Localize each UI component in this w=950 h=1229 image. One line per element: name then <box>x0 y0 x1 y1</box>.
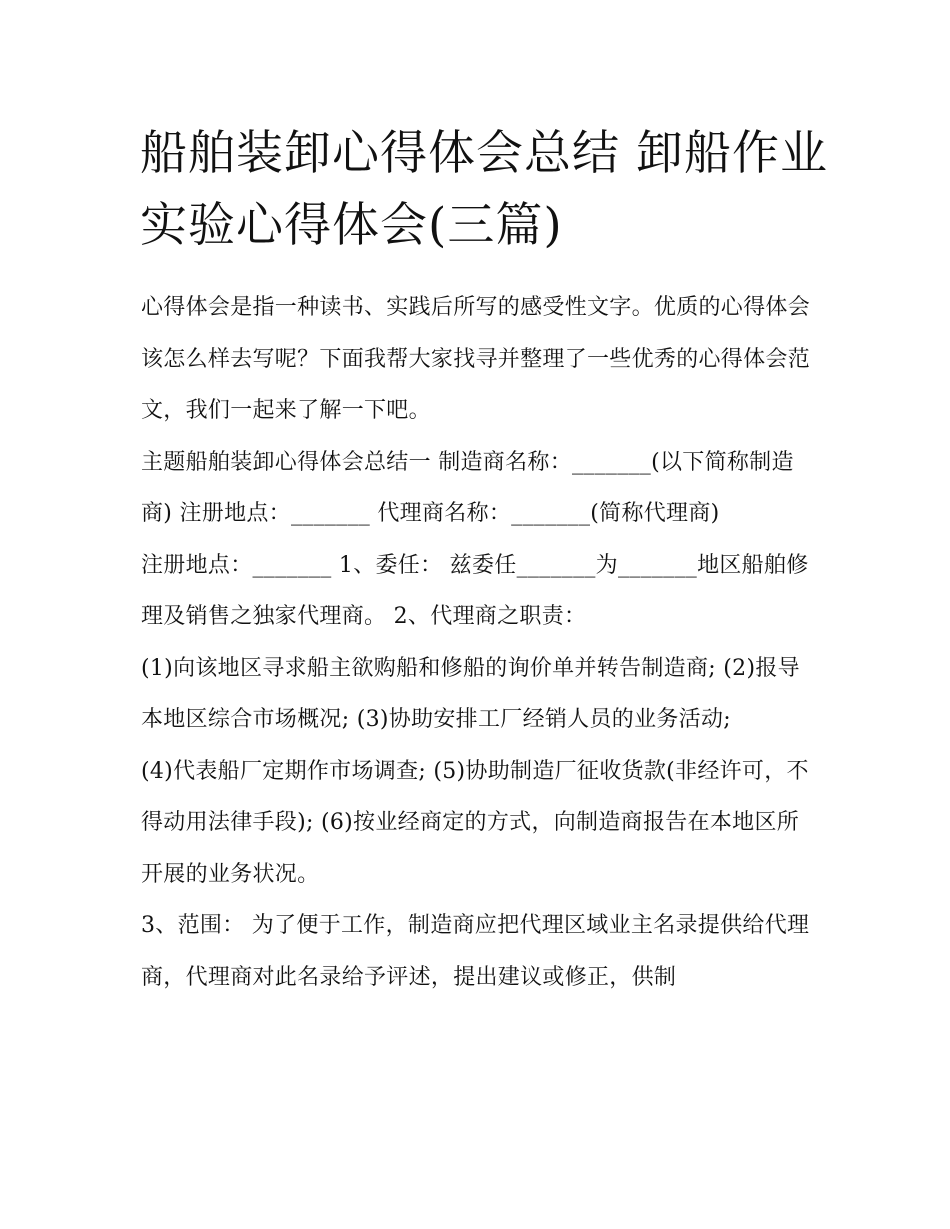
paragraph-appointment: 注册地点：_______ 1、委任： 兹委任_______为_______地区船舶修理及销售之独家代理商。 2、代理商之职责： <box>141 552 809 629</box>
document-title: 船舶装卸心得体会总结 卸船作业实验心得体会(三篇) <box>140 126 828 253</box>
paragraph-duties-1: (1)向该地区寻求船主欲购船和修船的询价单并转告制造商; (2)报导本地区综合市场概况; (3)协助安排工厂经销人员的业务活动; <box>141 655 800 732</box>
paragraph-manufacturer-info: 主题船舶装卸心得体会总结一 制造商名称：_______(以下简称制造商) 注册地点：_______ 代理商名称：_______(简称代理商) <box>141 449 794 526</box>
paragraph-intro: 心得体会是指一种读书、实践后所写的感受性文字。优质的心得体会该怎么样去写呢？下面我帮大家找寻并整理了一些优秀的心得体会范文，我们一起来了解一下吧。 <box>141 295 811 423</box>
document-body <box>141 282 816 1003</box>
paragraph-duties-2: (4)代表船厂定期作市场调查; (5)协助制造厂征收货款(非经许可，不得动用法律手段); (6)按业经商定的方式，向制造商报告在本地区所开展的业务状况。 <box>141 758 809 887</box>
paragraph-scope: 3、范围： 为了便于工作，制造商应把代理区域业主名录提供给代理商，代理商对此名录给予评述，提出建议或修正，供制 <box>141 913 810 990</box>
